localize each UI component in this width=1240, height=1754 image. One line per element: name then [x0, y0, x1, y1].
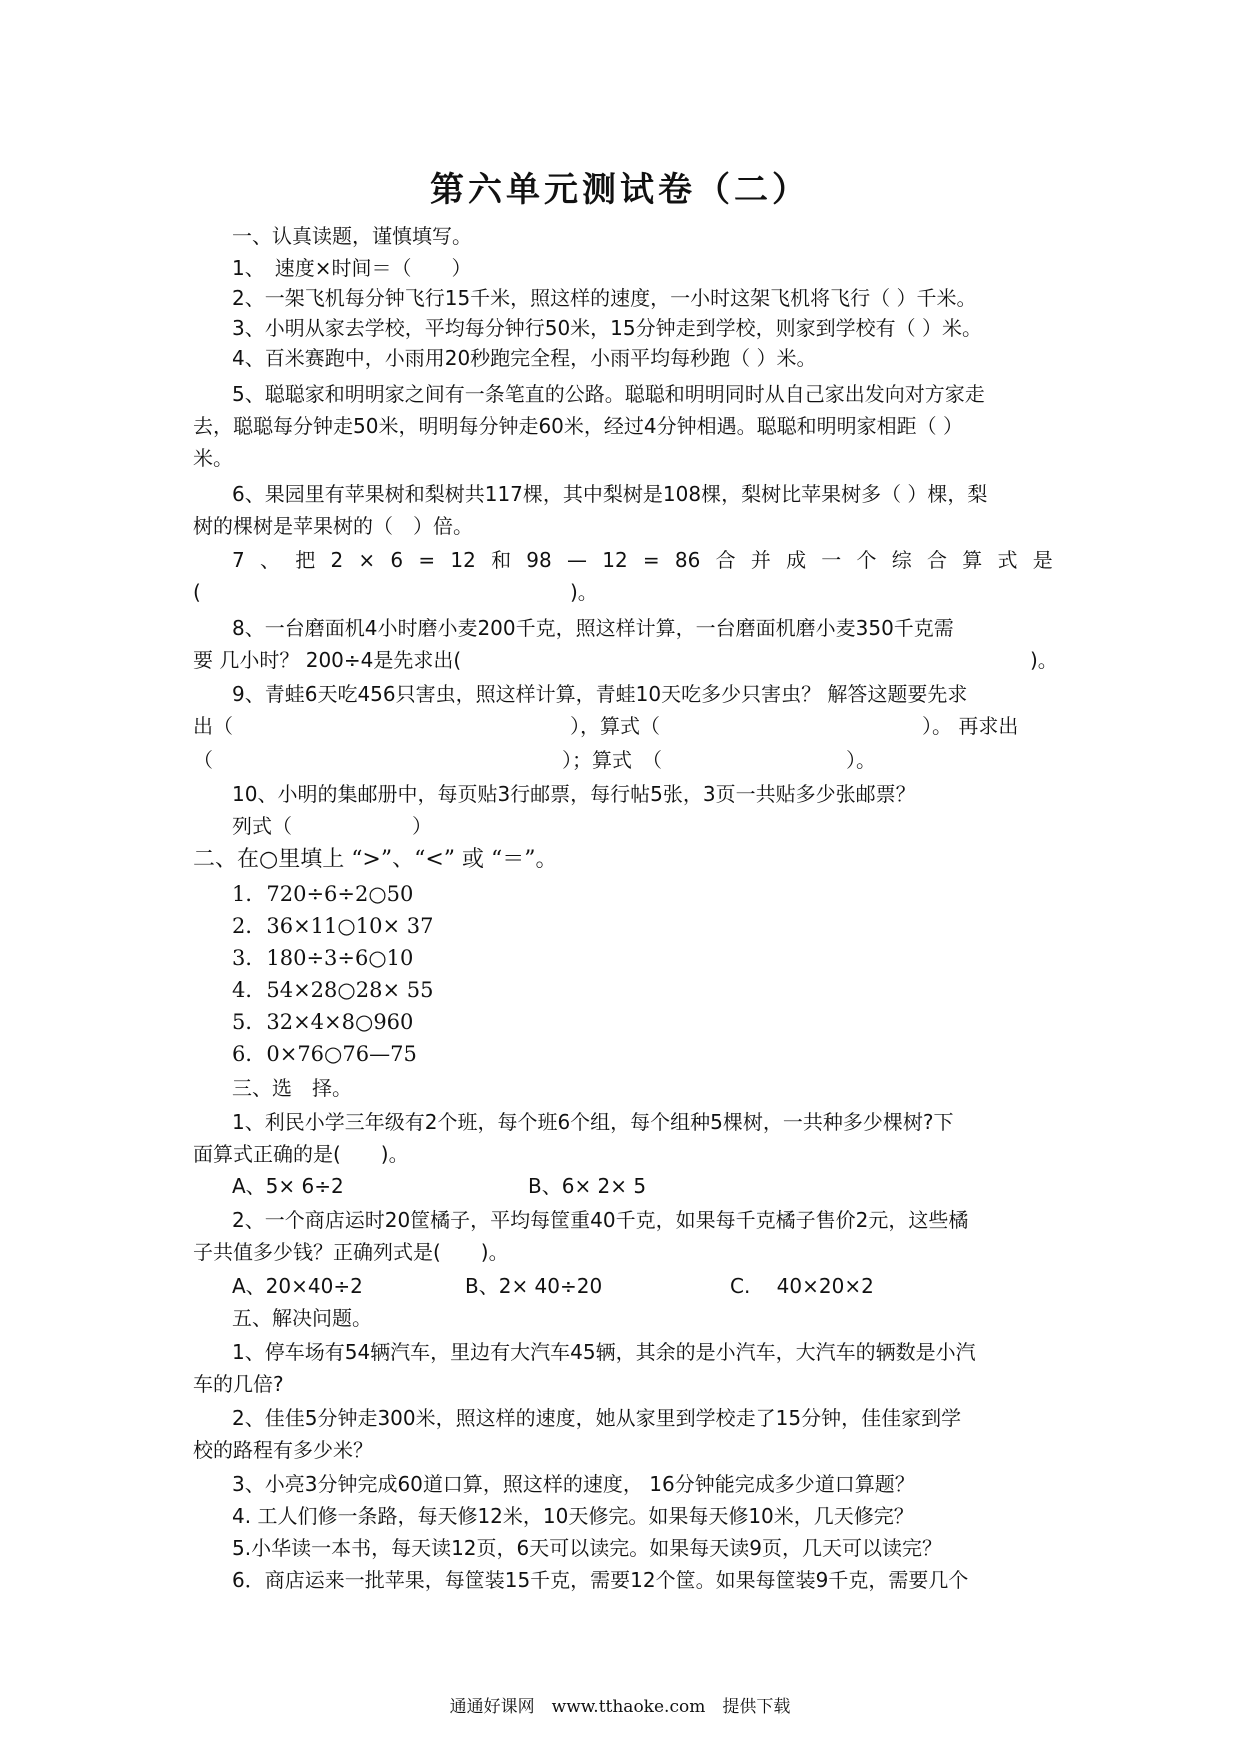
q7-token: 7	[232, 548, 245, 572]
s3-q2-option-b: B、2× 40÷20	[465, 1274, 603, 1298]
q7-token: 算	[962, 548, 983, 572]
s1-question-9-line-2c: ）。 再求出	[922, 714, 1019, 738]
s2-item: 2．36×11○10× 37	[232, 914, 434, 938]
q7-token: 一	[821, 548, 842, 572]
s1-question-7-line-1	[232, 546, 1053, 574]
s3-q2-option-c: C. 40×20×2	[730, 1274, 874, 1298]
s1-question-9-line-3c: ）。	[846, 748, 876, 772]
s5-question-2-line-1: 2、佳佳5分钟走300米，照这样的速度，她从家里到学校走了15分钟，佳佳家到学	[232, 1406, 962, 1430]
s5-question-4: 4. 工人们修一条路，每天修12米，10天修完。如果每天修10米，几天修完？	[232, 1504, 914, 1528]
page-footer: 通通好课网 www.tthaoke.com 提供下载	[449, 1697, 791, 1717]
s5-question-3: 3、小亮3分钟完成60道口算，照这样的速度， 16分钟能完成多少道口算题？	[232, 1472, 915, 1496]
s1-question-8-line-2a: 要 几小时？ 200÷4是先求出(	[193, 648, 462, 672]
q7-token: 成	[786, 548, 807, 572]
q7-token: 6	[390, 548, 404, 572]
section-2-heading: 二、在○里填上 “>”、“<” 或 “＝”。	[193, 847, 558, 872]
q7-token: 98	[526, 548, 552, 572]
s1-question-9-line-3b: ）；算式 （	[562, 748, 662, 772]
q7-token: 12	[450, 548, 476, 572]
q7-token: 86	[674, 548, 701, 572]
s1-question-8-line-1: 8、一台磨面机4小时磨小麦200千克，照这样计算，一台磨面机磨小麦350千克需	[232, 616, 954, 640]
q7-open-paren: (	[193, 580, 201, 604]
s2-item: 1．720÷6÷2○50	[232, 882, 414, 906]
q7-token: 、	[259, 548, 280, 572]
s1-question-10-line-2: 列式（ ）	[232, 814, 432, 838]
s1-question-8-line-2b: )。	[1030, 648, 1058, 672]
q7-token: 12	[602, 548, 628, 572]
q7-token: —	[566, 548, 587, 572]
s1-question-4: 4、百米赛跑中，小雨用20秒跑完全程，小雨平均每秒跑（ ）米。	[232, 346, 817, 370]
s1-question-9-line-2a: 出（	[193, 714, 233, 738]
s1-question-10-line-1: 10、小明的集邮册中，每页贴3行邮票，每行帖5张，3页一共贴多少张邮票？	[232, 782, 916, 806]
s1-question-5-line-3: 米。	[193, 446, 233, 470]
q7-token: 和	[491, 548, 512, 572]
s1-question-6-line-1: 6、果园里有苹果树和梨树共117棵，其中梨树是108棵，梨树比苹果树多（ ）棵，梨	[232, 482, 988, 506]
s1-question-2: 2、一架飞机每分钟飞行15千米，照这样的速度，一小时这架飞机将飞行（ ）千米。	[232, 286, 977, 310]
q7-token: =	[642, 548, 660, 572]
s1-question-9-line-2b: ），算式（	[570, 714, 660, 738]
section-5-heading: 五、解决问题。	[232, 1306, 372, 1330]
s1-question-5-line-1: 5、聪聪家和明明家之间有一条笔直的公路。聪聪和明明同时从自己家出发向对方家走	[232, 382, 985, 406]
q7-token: 综	[891, 548, 912, 572]
q7-token: 是	[1032, 548, 1053, 572]
s3-question-2-line-2: 子共值多少钱？正确列式是( )。	[193, 1240, 509, 1264]
page-title: 第六单元测试卷（二）	[430, 170, 810, 210]
s2-item: 5．32×4×8○960	[232, 1010, 414, 1034]
s5-question-1-line-2: 车的几倍?	[193, 1372, 284, 1396]
q7-token: 合	[927, 548, 947, 572]
q7-token: 个	[856, 548, 877, 572]
section-1-heading: 一、认真读题，谨慎填写。	[232, 224, 472, 248]
q7-token: =	[418, 548, 436, 572]
s3-question-2-line-1: 2、一个商店运时20筐橘子，平均每筐重40千克，如果每千克橘子售价2元，这些橘	[232, 1208, 969, 1232]
q7-token: 把	[295, 548, 316, 572]
s5-question-6: 6．商店运来一批苹果，每筐装15千克，需要12个筐。如果每筐装9千克，需要几个	[232, 1568, 969, 1592]
s3-question-1-line-1: 1、利民小学三年级有2个班，每个班6个组，每个组种5棵树，一共种多少棵树?下	[232, 1110, 954, 1134]
s3-question-1-line-2: 面算式正确的是( )。	[193, 1142, 409, 1166]
q7-token: 合	[715, 548, 736, 572]
s3-q1-option-b: B、6× 2× 5	[528, 1174, 647, 1198]
s1-question-9-line-1: 9、青蛙6天吃456只害虫，照这样计算，青蛙10天吃多少只害虫？ 解答这题要先求	[232, 682, 968, 706]
s2-item: 6．0×76○76—75	[232, 1042, 417, 1066]
s1-question-5-line-2: 去，聪聪每分钟走50米，明明每分钟走60米，经过4分钟相遇。聪聪和明明家相距（ ）	[193, 414, 963, 438]
s5-question-2-line-2: 校的路程有多少米？	[193, 1438, 373, 1462]
section-3-heading: 三、选 择。	[232, 1076, 352, 1100]
s2-item: 3．180÷3÷6○10	[232, 946, 414, 970]
s5-question-5: 5.小华读一本书，每天读12页，6天可以读完。如果每天读9页，几天可以读完？	[232, 1536, 942, 1560]
s2-item: 4．54×28○28× 55	[232, 978, 434, 1002]
q7-token: ×	[358, 548, 376, 572]
s1-question-6-line-2: 树的棵树是苹果树的（ ）倍。	[193, 514, 473, 538]
s3-q1-option-a: A、5× 6÷2	[232, 1174, 344, 1198]
q7-token: 式	[997, 548, 1018, 572]
s1-question-3: 3、小明从家去学校，平均每分钟行50米，15分钟走到学校，则家到学校有（ ）米。	[232, 316, 982, 340]
s1-question-9-line-3a: （	[193, 748, 213, 772]
s3-q2-option-a: A、20×40÷2	[232, 1274, 363, 1298]
s5-question-1-line-1: 1、停车场有54辆汽车，里边有大汽车45辆，其余的是小汽车，大汽车的辆数是小汽	[232, 1340, 976, 1364]
s1-question-1: 1、 速度×时间＝（ ）	[232, 256, 472, 280]
q7-token: 并	[750, 548, 771, 572]
q7-close-paren: )。	[570, 580, 598, 604]
q7-token: 2	[330, 548, 344, 572]
